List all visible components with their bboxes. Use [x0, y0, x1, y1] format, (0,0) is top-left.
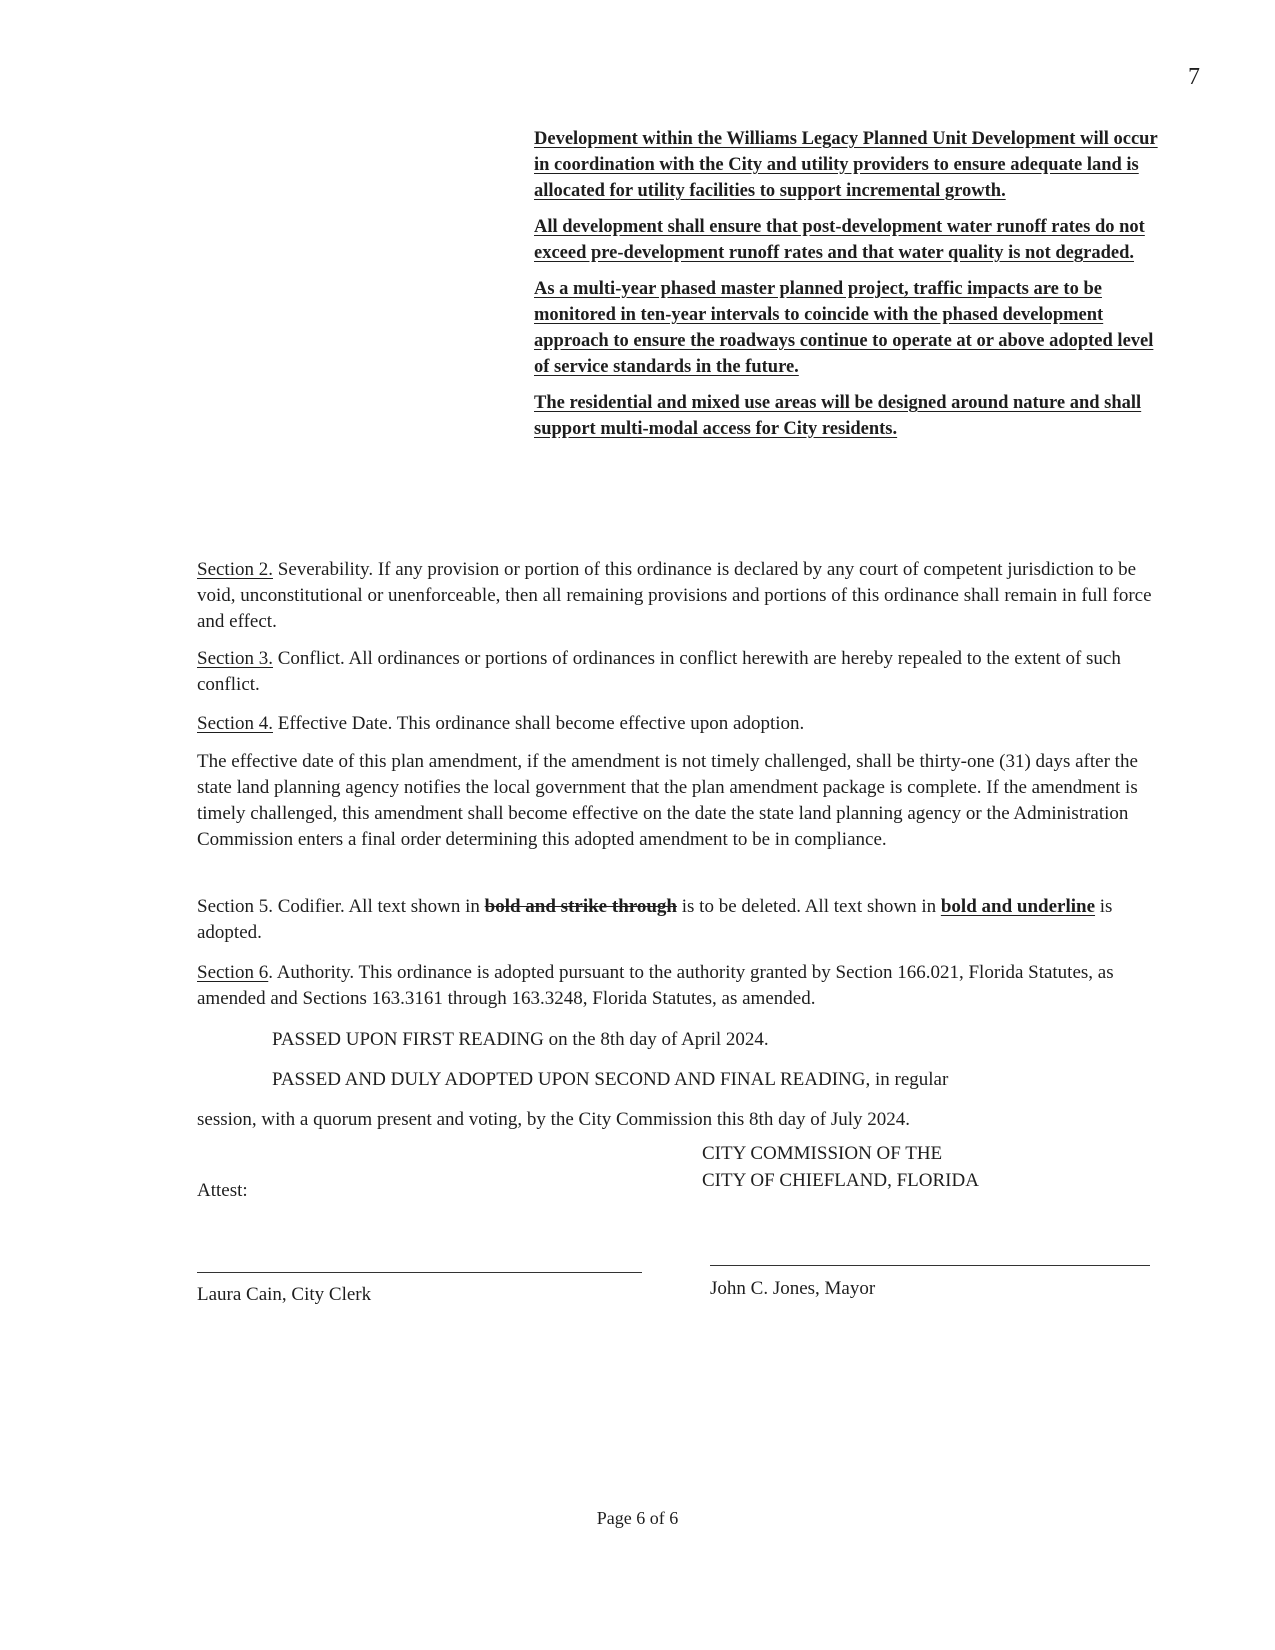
passed-second-reading: PASSED AND DULY ADOPTED UPON SECOND AND FINAL READING, in regular [272, 1069, 949, 1090]
clerk-signature-line [197, 1272, 642, 1273]
amendment-text-block [534, 126, 1162, 452]
amendment-paragraph-traffic: As a multi-year phased master planned project, traffic impacts are to be monitored in ten-year intervals to coincide with the phased development approach to ensure the roadways continue to operate at or above adopted level of service standards in the future. [534, 279, 1154, 377]
bold-underline-example: bold and underline [940, 896, 1096, 917]
section-4-text: Effective Date. This ordinance shall become effective upon adoption. [273, 713, 805, 734]
section-5-lead: Section 5. Codifier. All text shown in [197, 896, 485, 917]
section-4-effective-date [197, 711, 1157, 737]
section-2-label: Section 2. [197, 559, 273, 580]
section-6-label: Section 6 [197, 962, 269, 983]
mayor-signature-line [710, 1265, 1150, 1266]
effective-date-text: The effective date of this plan amendment, if the amendment is not timely challenged, shall be thirty-one (31) days after the state land planning agency notifies the local government that the plan amendment package is complete. If the amendment is timely challenged, this amendment shall become effective on the date the state land planning agency or the Administration Commission enters a final order determining this adopted amendment to be in compliance. [197, 751, 1138, 850]
attest-label: Attest: [197, 1180, 248, 1201]
amendment-paragraph-water-runoff: All development shall ensure that post-development water runoff rates do not exceed pre-development runoff rates and that water quality is not degraded. [534, 217, 1145, 263]
page-footer: Page 6 of 6 [596, 1508, 679, 1528]
section-4-label: Section 4. [197, 713, 273, 734]
clerk-name: Laura Cain, City Clerk [197, 1284, 372, 1305]
section-3-conflict [197, 646, 1157, 698]
section-2-text: Severability. If any provision or portion of this ordinance is declared by any court of competent jurisdiction to be void, unconstitutional or unenforceable, then all remaining provisions and portions of this ordinance shall remain in full force and effect. [197, 559, 1152, 632]
session-line: session, with a quorum present and voting, by the City Commission this 8th day of July 2024. [197, 1109, 911, 1130]
effective-date-paragraph [197, 749, 1157, 853]
passed-first-reading: PASSED UPON FIRST READING on the 8th day of April 2024. [272, 1029, 769, 1050]
commission-line-1: CITY COMMISSION OF THE [702, 1143, 943, 1164]
section-5-codifier [197, 894, 1157, 946]
section-5-mid: is to be deleted. All text shown in [677, 896, 941, 917]
amendment-paragraph-residential: The residential and mixed use areas will be designed around nature and shall support multi-modal access for City residents. [534, 393, 1142, 439]
commission-line-2: CITY OF CHIEFLAND, FLORIDA [702, 1170, 979, 1191]
section-6-authority [197, 960, 1157, 1012]
page-number: 7 [1188, 64, 1200, 90]
section-3-label: Section 3. [197, 648, 273, 669]
amendment-paragraph-utilities: Development within the Williams Legacy Planned Unit Development will occur in coordination with the City and utility providers to ensure adequate land is allocated for utility facilities to support incremental growth. [534, 129, 1158, 201]
mayor-name: John C. Jones, Mayor [710, 1278, 876, 1299]
section-3-text: Conflict. All ordinances or portions of ordinances in conflict herewith are hereby repealed to the extent of such conflict. [197, 648, 1121, 695]
section-2-severability [197, 557, 1157, 635]
section-6-text: . Authority. This ordinance is adopted pursuant to the authority granted by Section 166.021, Florida Statutes, as amended and Sections 163.3161 through 163.3248, Florida Statutes, as amended. [197, 962, 1114, 1009]
section-5-tail: is adopted. [197, 896, 1113, 943]
strike-example: bold and strike through [484, 896, 677, 917]
